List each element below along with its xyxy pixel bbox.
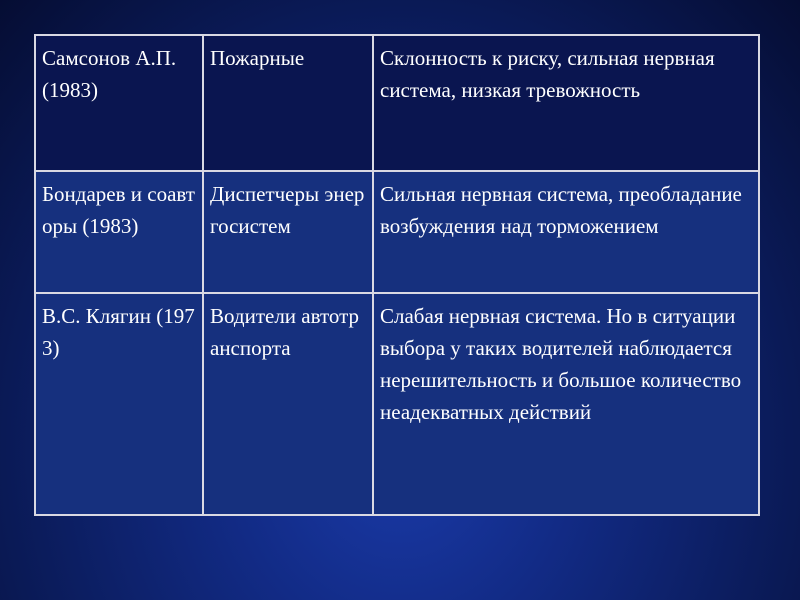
traits-cell: Сильная нервная система, преобладание возбуждения над торможением	[373, 171, 759, 293]
author-cell: Самсонов А.П. (1983)	[35, 35, 203, 171]
table-row	[35, 171, 759, 293]
traits-cell: Слабая нервная система. Но в ситуации выбора у таких водителей наблюдается нерешительность и большое количество неадекватных действий	[373, 293, 759, 515]
profession-cell: Пожарные	[203, 35, 373, 171]
traits-cell: Склонность к риску, сильная нервная система, низкая тревожность	[373, 35, 759, 171]
author-cell: В.С. Клягин (1973)	[35, 293, 203, 515]
research-table	[34, 34, 760, 516]
profession-cell: Водители автотранспорта	[203, 293, 373, 515]
author-cell: Бондарев и соавторы (1983)	[35, 171, 203, 293]
profession-cell: Диспетчеры энергосистем	[203, 171, 373, 293]
table-row	[35, 35, 759, 171]
table-row	[35, 293, 759, 515]
